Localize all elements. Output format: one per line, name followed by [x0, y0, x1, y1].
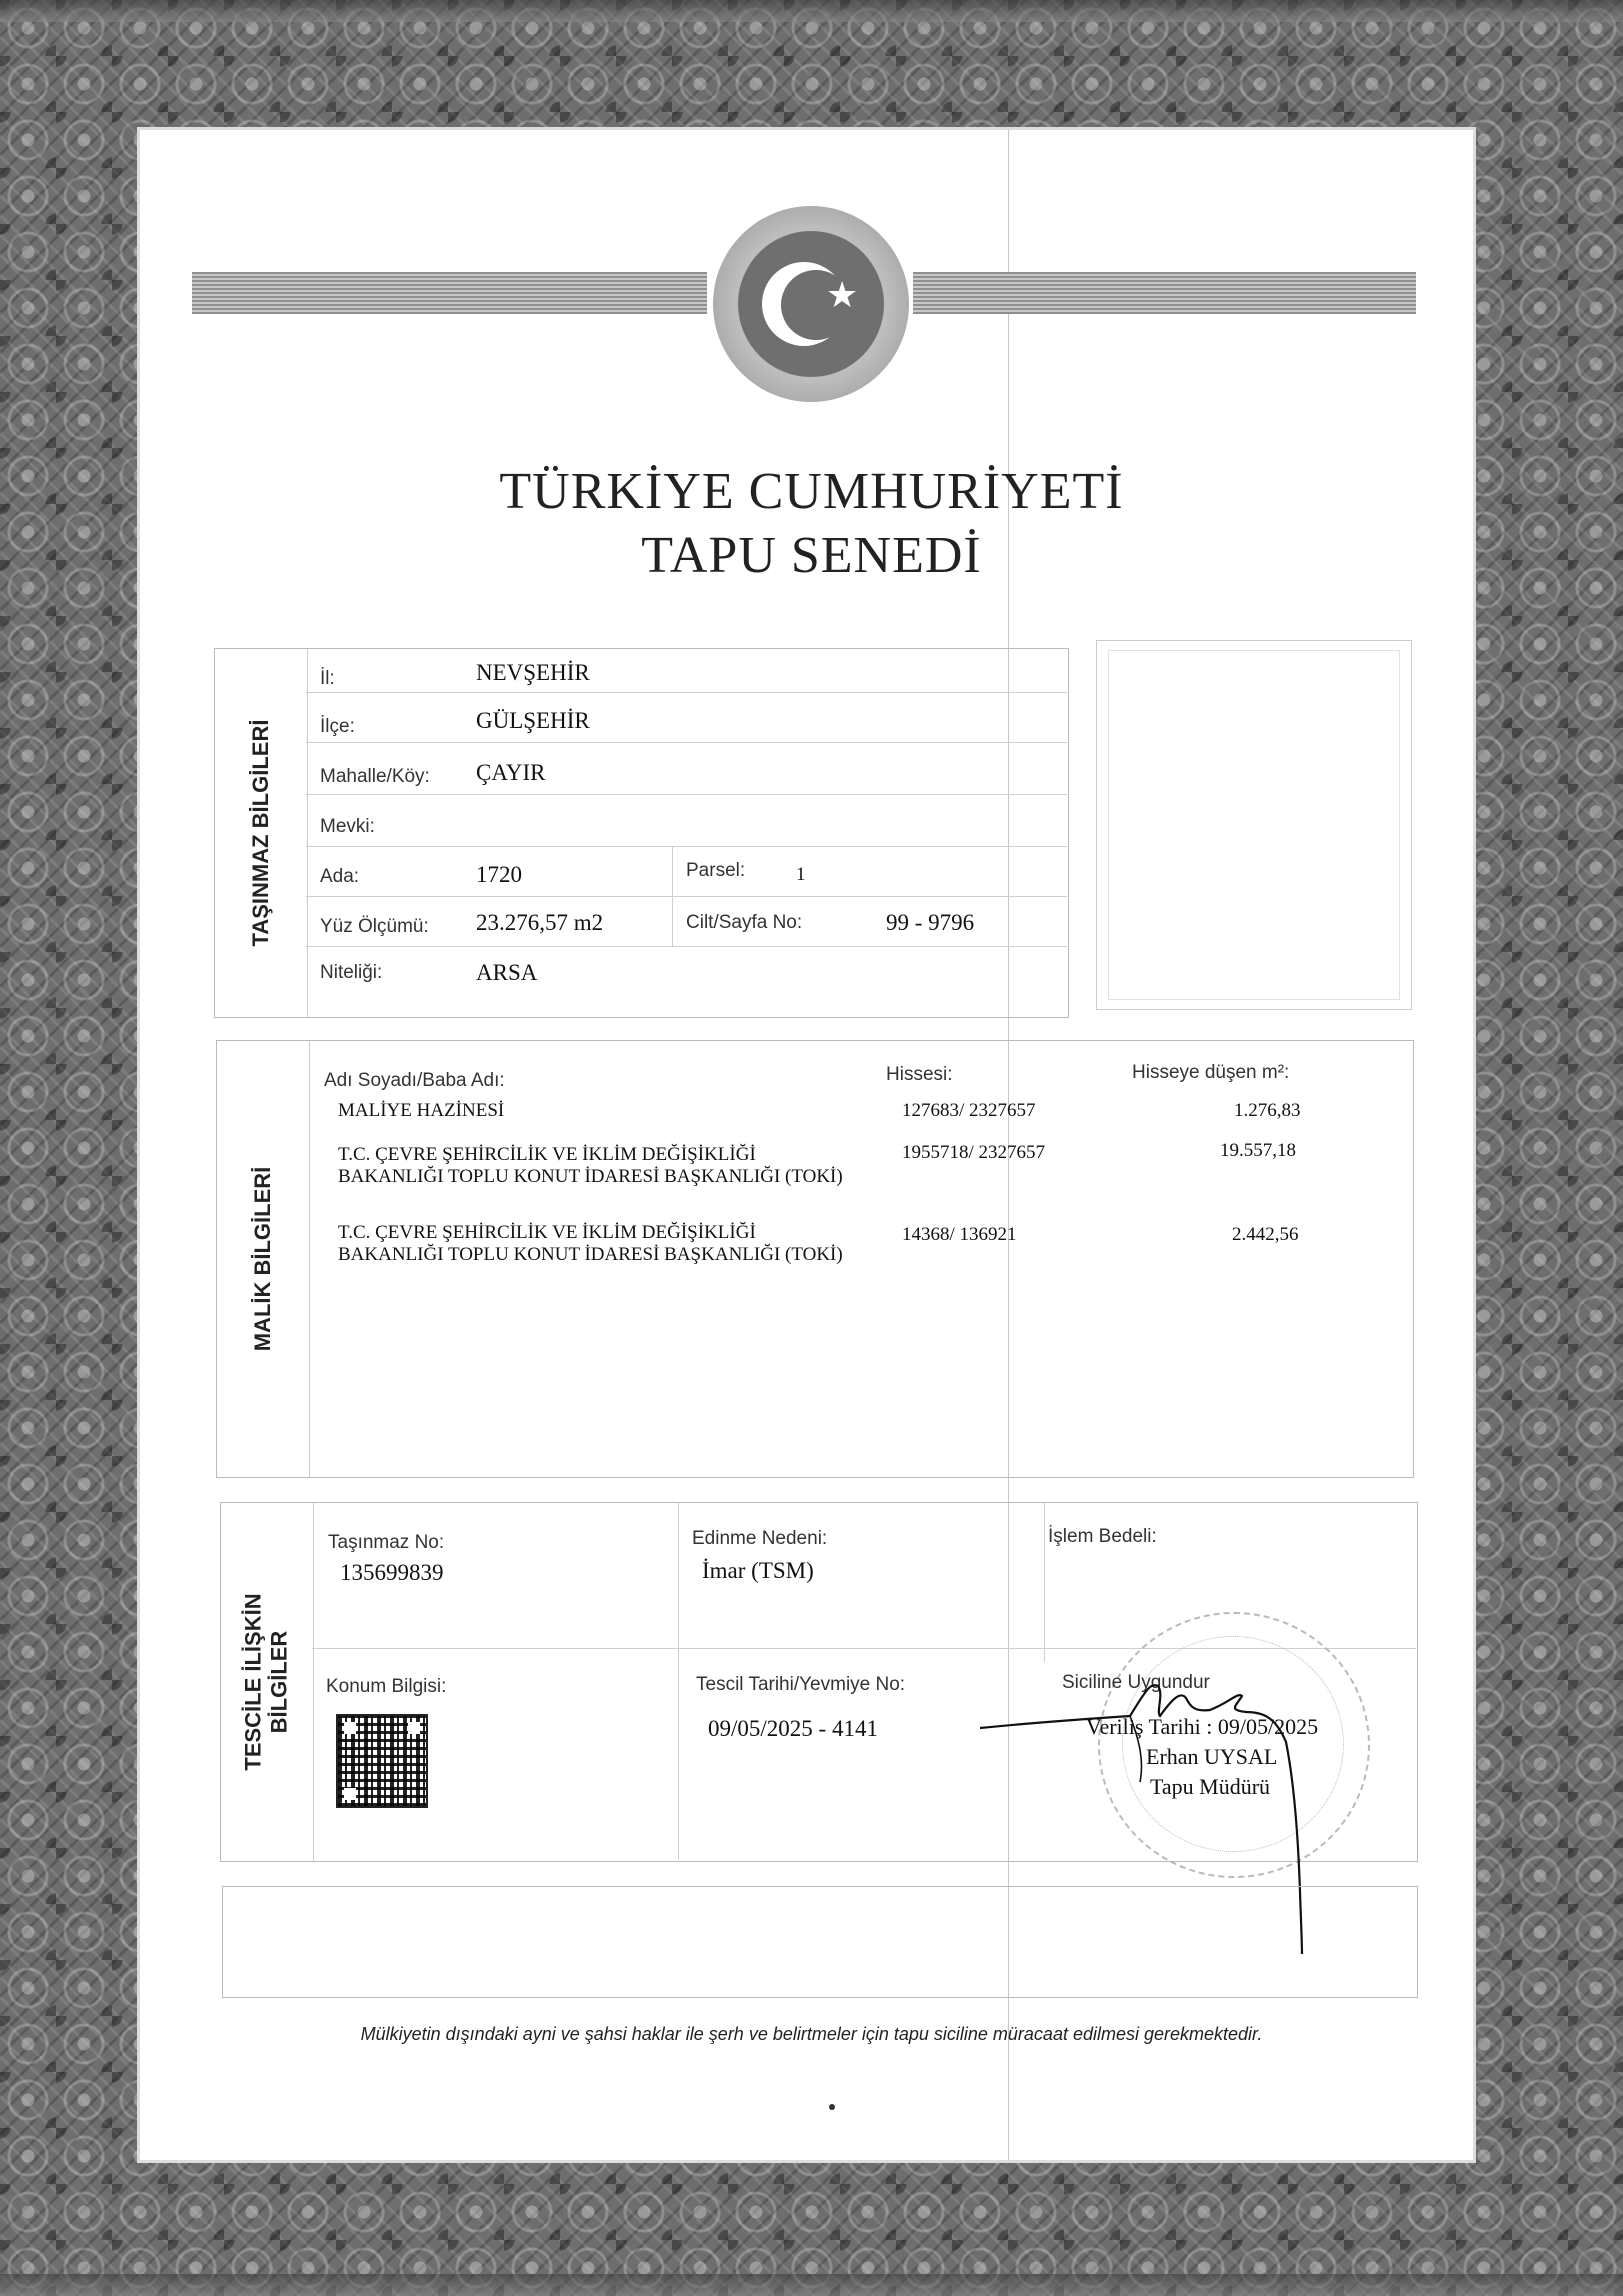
tescil-section-label [241, 1593, 294, 1770]
row-divider [306, 846, 1067, 847]
owner-share: 1955718/ 2327657 [902, 1142, 1046, 1163]
owner-name: T.C. ÇEVRE ŞEHİRCİLİK VE İKLİM DEĞİŞİKLİĞİ BAKANLIĞI TOPLU KONUT İDARESİ BAŞKANLIĞI (TOKİ) [338, 1222, 843, 1265]
nitelik-value: ARSA [476, 960, 538, 985]
owner-name: T.C. ÇEVRE ŞEHİRCİLİK VE İKLİM DEĞİŞİKLİĞİ BAKANLIĞI TOPLU KONUT İDARESİ BAŞKANLIĞI (TOKİ) [338, 1144, 843, 1187]
tasinmaz-section-label: TAŞINMAZ BİLGİLERİ [247, 719, 273, 947]
ada-label: Ada: [320, 866, 360, 887]
star-icon: ★ [826, 275, 859, 316]
cilt-sayfa-value: 99 - 9796 [886, 910, 975, 935]
mahalle-value: ÇAYIR [476, 760, 546, 785]
konum-label: Konum Bilgisi: [326, 1676, 447, 1697]
tescil-tarihi-label: Tescil Tarihi/Yevmiye No: [696, 1674, 906, 1695]
owner-share-area: 19.557,18 [1220, 1140, 1296, 1161]
ilce-label: İlçe: [320, 716, 355, 737]
qr-code-icon[interactable] [336, 1714, 428, 1808]
row-divider [306, 946, 1067, 947]
edinme-label: Edinme Nedeni: [692, 1528, 828, 1549]
parsel-value: 1 [796, 864, 806, 885]
owner-share: 127683/ 2327657 [902, 1100, 1036, 1121]
document-title-line1: TÜRKİYE CUMHURİYETİ [499, 463, 1124, 520]
ada-value: 1720 [476, 862, 522, 887]
photo-frame-inner [1108, 650, 1400, 1000]
tescil-label-column [221, 1503, 314, 1861]
ilce-value: GÜLŞEHİR [476, 708, 590, 733]
cilt-sayfa-label: Cilt/Sayfa No: [686, 912, 803, 933]
officer-name: Erhan UYSAL [1146, 1744, 1278, 1769]
column-divider [672, 846, 673, 946]
share-area-header: Hisseye düşen m²: [1132, 1062, 1290, 1083]
column-divider [678, 1502, 679, 1860]
nitelik-label: Niteliği: [320, 962, 383, 983]
edinme-value: İmar (TSM) [702, 1558, 814, 1583]
malik-section-label: MALİK BİLGİLERİ [249, 1166, 275, 1352]
footnote: Mülkiyetin dışındaki ayni ve şahsi haklar ile şerh ve belirtmeler için tapu siciline müracaat edilmesi gerekmektedir. [360, 2024, 1263, 2044]
mahalle-label: Mahalle/Köy: [320, 766, 430, 787]
tasinmaz-no-value: 135699839 [340, 1560, 444, 1585]
tescil-label-line2: BİLGİLER [267, 1630, 292, 1734]
row-divider [306, 692, 1067, 693]
il-label: İl: [320, 668, 335, 689]
tasinmaz-label-column [215, 649, 308, 1017]
bottom-mark [829, 2104, 835, 2110]
owner-share-area: 2.442,56 [1232, 1224, 1299, 1245]
row-divider [306, 794, 1067, 795]
share-header: Hissesi: [886, 1064, 953, 1085]
tescil-label-line1: TESCİLE İLİŞKİN [240, 1593, 266, 1771]
yuz-olcumu-value: 23.276,57 m2 [476, 910, 604, 935]
emblem-band-left [192, 272, 707, 314]
annotation-box [222, 1886, 1418, 1998]
verilis-tarihi: Veriliş Tarihi : 09/05/2025 [1086, 1714, 1319, 1739]
yuz-olcumu-label: Yüz Ölçümü: [320, 916, 429, 937]
row-divider [306, 896, 1067, 897]
owner-name: MALİYE HAZİNESİ [338, 1100, 505, 1121]
tescil-tarihi-value: 09/05/2025 - 4141 [708, 1716, 878, 1741]
il-value: NEVŞEHİR [476, 660, 590, 685]
emblem-band-right [913, 272, 1416, 314]
scan-edge-top [0, 0, 1623, 22]
tasinmaz-no-label: Taşınmaz No: [328, 1532, 445, 1553]
malik-label-column [217, 1041, 310, 1477]
owner-share: 14368/ 136921 [902, 1224, 1017, 1245]
mevki-label: Mevki: [320, 816, 375, 837]
islem-bedeli-label: İşlem Bedeli: [1048, 1526, 1157, 1547]
officer-title: Tapu Müdürü [1150, 1774, 1271, 1799]
parsel-label: Parsel: [686, 860, 746, 881]
owner-name-header: Adı Soyadı/Baba Adı: [324, 1070, 505, 1091]
sicil-label: Siciline Uygundur [1062, 1672, 1210, 1693]
scan-edge-bottom [0, 2274, 1623, 2296]
column-divider [1044, 1502, 1045, 1662]
owner-share-area: 1.276,83 [1234, 1100, 1301, 1121]
document-title-line2: TAPU SENEDİ [641, 527, 982, 584]
row-divider [306, 742, 1067, 743]
